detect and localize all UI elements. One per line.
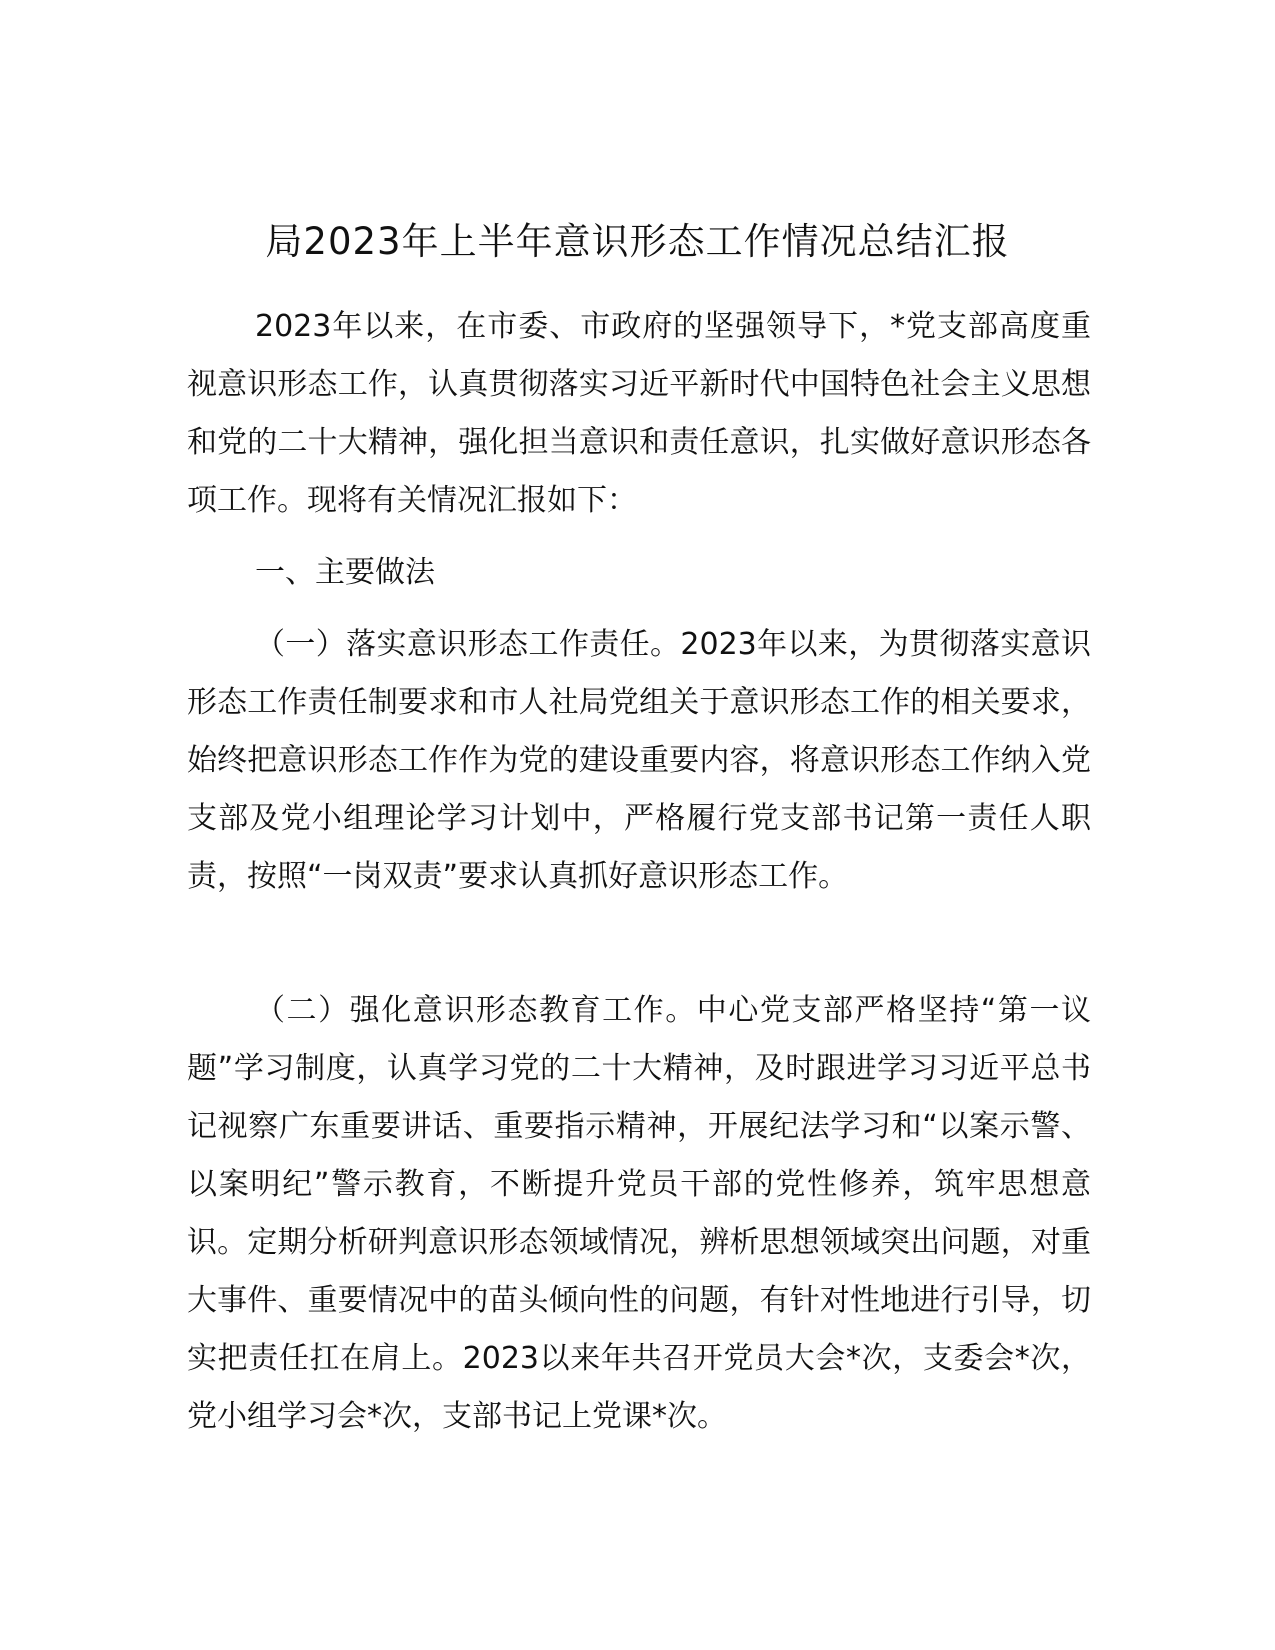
- subsection-2-paragraph: [187, 982, 1091, 1446]
- paragraph-text: （一）落实意识形态工作责任。2023年以来，为贯彻落实意识形态工作责任制要求和市人社局党组关于意识形态工作的相关要求，始终把意识形态工作作为党的建设重要内容，将意识形态工作纳入党支部及党小组理论学习计划中，严格履行党支部书记第一责任人职责，按照“一岗双责”要求认真抓好意识形态工作。: [187, 627, 1091, 894]
- section-heading: [187, 544, 1091, 602]
- subsection-1-paragraph: [187, 616, 1091, 906]
- paragraph-text: 2023年以来，在市委、市政府的坚强领导下，*党支部高度重视意识形态工作，认真贯彻落实习近平新时代中国特色社会主义思想和党的二十大精神，强化担当意识和责任意识，扎实做好意识形态各项工作。现将有关情况汇报如下：: [187, 309, 1091, 518]
- intro-paragraph: [187, 298, 1091, 530]
- document-title: 局2023年上半年意识形态工作情况总结汇报: [265, 220, 1010, 263]
- section-heading-text: 一、主要做法: [255, 555, 435, 590]
- paragraph-text: （二）强化意识形态教育工作。中心党支部严格坚持“第一议题”学习制度，认真学习党的二十大精神，及时跟进学习习近平总书记视察广东重要讲话、重要指示精神，开展纪法学习和“以案示警、以案明纪”警示教育，不断提升党员干部的党性修养，筑牢思想意识。定期分析研判意识形态领域情况，辨析思想领域突出问题，对重大事件、重要情况中的苗头倾向性的问题，有针对性地进行引导，切实把责任扛在肩上。2023以来年共召开党员大会*次，支委会*次，党小组学习会*次，支部书记上党课*次。: [187, 993, 1091, 1434]
